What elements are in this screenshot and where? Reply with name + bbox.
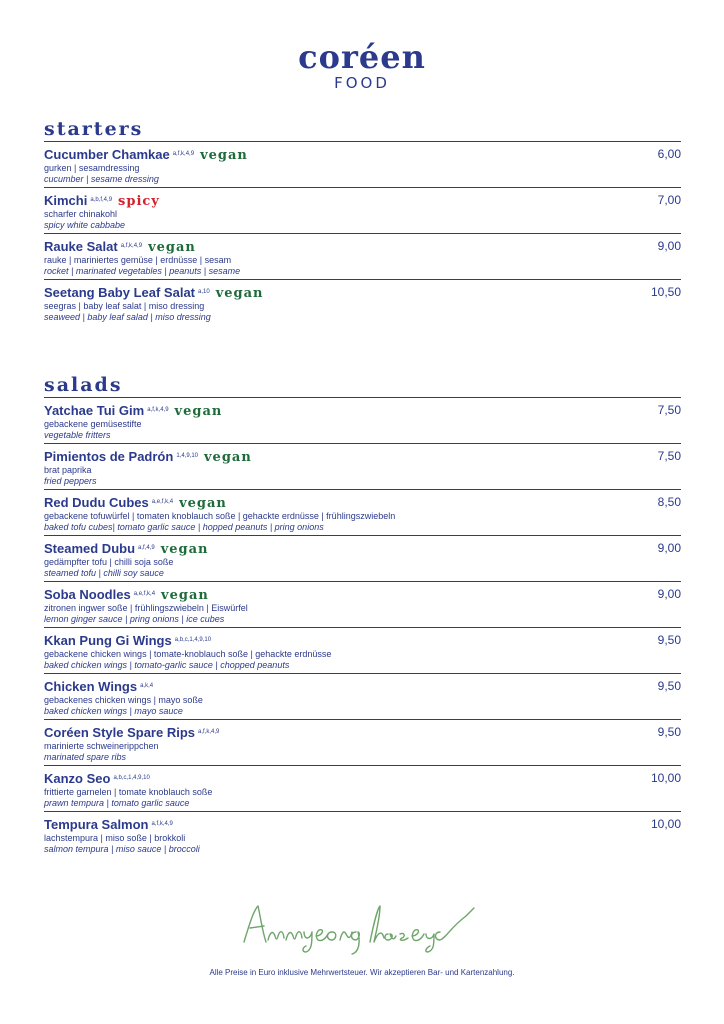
menu-item-description-en: cucumber | sesame dressing (44, 174, 159, 184)
menu-item-price: 10,00 (650, 771, 681, 785)
allergen-codes: a,e,f,k,4 (151, 499, 174, 505)
menu-item-price: 10,00 (650, 817, 681, 831)
menu-item-name: Kanzo Seo (44, 771, 111, 786)
allergen-codes: a,f,4,9 (138, 545, 155, 551)
menu-item-name: Chicken Wings (44, 679, 138, 694)
spicy-badge: spicy (118, 194, 160, 209)
menu-item-description-de: lachstempura | miso soße | brokkoli (44, 833, 186, 843)
menu-item-description-en: prawn tempura | tomato garlic sauce (44, 798, 190, 808)
vegan-badge: vegan (174, 404, 223, 419)
menu-item (44, 536, 681, 582)
allergen-codes: a,10 (198, 289, 210, 295)
allergen-codes: a,f,k,4,9 (120, 243, 143, 249)
menu-item-description-de: rauke | mariniertes gemüse | erdnüsse | sesam (44, 255, 232, 265)
menu-item-heading (44, 147, 681, 163)
menu-item-price: 9,00 (657, 239, 681, 253)
menu-item (44, 188, 681, 234)
allergen-codes: a,f,k,4,9 (198, 729, 220, 735)
menu-item-description-en: baked chicken wings | tomato-garlic sauce | chopped peanuts (44, 660, 290, 670)
menu-item-heading (44, 771, 681, 787)
menu-item-heading (44, 495, 681, 511)
menu-item (44, 398, 681, 444)
vegan-badge: vegan (204, 450, 252, 465)
footer-note: Alle Preise in Euro inklusive Mehrwertsteuer. Wir akzeptieren Bar- und Kartenzahlung. (209, 968, 515, 977)
menu-item (44, 280, 681, 325)
section-title: salads (44, 374, 681, 398)
menu-item-price: 9,00 (657, 541, 681, 555)
menu-item (44, 766, 681, 812)
menu-item (44, 234, 681, 280)
signature-handwriting (240, 892, 480, 956)
vegan-badge: vegan (160, 542, 209, 557)
menu-item-heading (44, 239, 681, 255)
allergen-codes: a,e,f,k,4 (133, 591, 156, 597)
brand-logo: coréen (298, 38, 426, 76)
menu-item-name: Coréen Style Spare Rips (44, 725, 195, 740)
allergen-codes: a,k,4 (140, 683, 154, 689)
menu-item-name: Kkan Pung Gi Wings (44, 633, 172, 648)
menu-item-description-en: spicy white cabbabe (44, 220, 126, 230)
menu-item-heading (44, 679, 681, 695)
section-starters (44, 118, 681, 325)
menu-item-price: 7,50 (657, 449, 681, 463)
allergen-codes: a,f,k,4,9 (147, 407, 169, 413)
vegan-badge: vegan (148, 240, 196, 255)
vegan-badge: vegan (161, 588, 209, 603)
menu-item-name: Steamed Dubu (44, 541, 136, 556)
menu-item-name: Tempura Salmon (44, 817, 149, 832)
menu-item-description-en: rocket | marinated vegetables | peanuts | sesame (44, 266, 241, 276)
allergen-codes: a,b,c,1,4,9,10 (113, 775, 150, 781)
menu-item-price: 9,00 (657, 587, 681, 601)
menu-item-price: 7,00 (657, 193, 681, 207)
menu-item-description-en: baked tofu cubes| tomato garlic sauce | hopped peanuts | pring onions (44, 522, 324, 532)
menu-item-description-de: gebackene chicken wings | tomate-knoblauch soße | gehackte erdnüsse (44, 649, 332, 659)
menu-item (44, 812, 681, 857)
menu-item-name: Rauke Salat (44, 239, 118, 254)
menu-item-heading (44, 403, 681, 419)
menu-item-list (44, 142, 681, 325)
menu-item-name: Red Dudu Cubes (44, 495, 149, 510)
menu-item-description-en: vegetable fritters (44, 430, 111, 440)
menu-item (44, 142, 681, 188)
menu-item-description-de: gebackenes chicken wings | mayo soße (44, 695, 203, 705)
menu-item-description-de: zitronen ingwer soße | frühlingszwiebeln | Eiswürfel (44, 603, 248, 613)
menu-item-description-de: frittierte garnelen | tomate knoblauch soße (44, 787, 213, 797)
menu-item-name: Seetang Baby Leaf Salat (44, 285, 195, 300)
menu-item-description-de: scharfer chinakohl (44, 209, 118, 219)
menu-item-description-de: gebackene gemüsestifte (44, 419, 142, 429)
menu-item-list (44, 398, 681, 857)
menu-item-price: 9,50 (657, 633, 681, 647)
menu-item-heading (44, 587, 681, 603)
menu-item-heading (44, 633, 681, 649)
menu-item-heading (44, 285, 681, 301)
menu-item-description-en: lemon ginger sauce | pring onions | ice cubes (44, 614, 225, 624)
menu-item-heading (44, 193, 681, 209)
menu-item-description-en: steamed tofu | chilli soy sauce (44, 568, 164, 578)
allergen-codes: a,f,k,4,9 (172, 151, 195, 157)
menu-item-heading (44, 449, 681, 465)
allergen-codes: a,b,f,4,9 (90, 197, 113, 203)
menu-item-price: 10,50 (650, 285, 681, 299)
menu-item-description-en: marinated spare ribs (44, 752, 127, 762)
menu-item-name: Pimientos de Padrón (44, 449, 174, 464)
vegan-badge: vegan (215, 286, 264, 301)
allergen-codes: a,f,k,4,9 (151, 821, 173, 827)
menu-item-description-en: salmon tempura | miso sauce | broccoli (44, 844, 200, 854)
menu-item (44, 582, 681, 628)
menu-item-price: 7,50 (657, 403, 681, 417)
allergen-codes: a,b,c,1,4,9,10 (174, 637, 212, 643)
menu-item (44, 628, 681, 674)
section-salads (44, 374, 681, 857)
section-title: starters (44, 118, 681, 142)
vegan-badge: vegan (200, 148, 248, 163)
menu-item-description-de: brat paprika (44, 465, 92, 475)
header (0, 40, 724, 92)
menu-item (44, 720, 681, 766)
menu-item-heading (44, 725, 681, 741)
menu-item-heading (44, 817, 681, 833)
menu-item-description-de: gurken | sesamdressing (44, 163, 140, 173)
menu-item-heading (44, 541, 681, 557)
menu-item-name: Kimchi (44, 193, 88, 208)
menu-item (44, 674, 681, 720)
allergen-codes: 1,4,9,10 (176, 453, 198, 459)
menu-item-price: 8,50 (657, 495, 681, 509)
menu-item-price: 9,50 (657, 679, 681, 693)
menu-item-description-de: marinierte schweinerippchen (44, 741, 159, 751)
menu-item-description-de: gedämpfter tofu | chilli soja soße (44, 557, 174, 567)
menu-item-description-de: seegras | baby leaf salat | miso dressing (44, 301, 205, 311)
menu-item-price: 9,50 (657, 725, 681, 739)
menu-item-description-en: baked chicken wings | mayo sauce (44, 706, 183, 716)
menu-item-name: Cucumber Chamkae (44, 147, 170, 162)
menu-item (44, 444, 681, 490)
menu-item-description-de: gebackene tofuwürfel | tomaten knoblauch soße | gehackte erdnüsse | frühlingszwiebeln (44, 511, 396, 521)
menu-item-description-en: seaweed | baby leaf salad | miso dressing (44, 312, 211, 322)
menu-item-name: Soba Noodles (44, 587, 131, 602)
menu-item-description-en: fried peppers (44, 476, 97, 486)
menu-item-price: 6,00 (657, 147, 681, 161)
brand-subtitle: FOOD (334, 74, 390, 92)
vegan-badge: vegan (179, 496, 227, 511)
menu-item (44, 490, 681, 536)
menu-item-name: Yatchae Tui Gim (44, 403, 145, 418)
